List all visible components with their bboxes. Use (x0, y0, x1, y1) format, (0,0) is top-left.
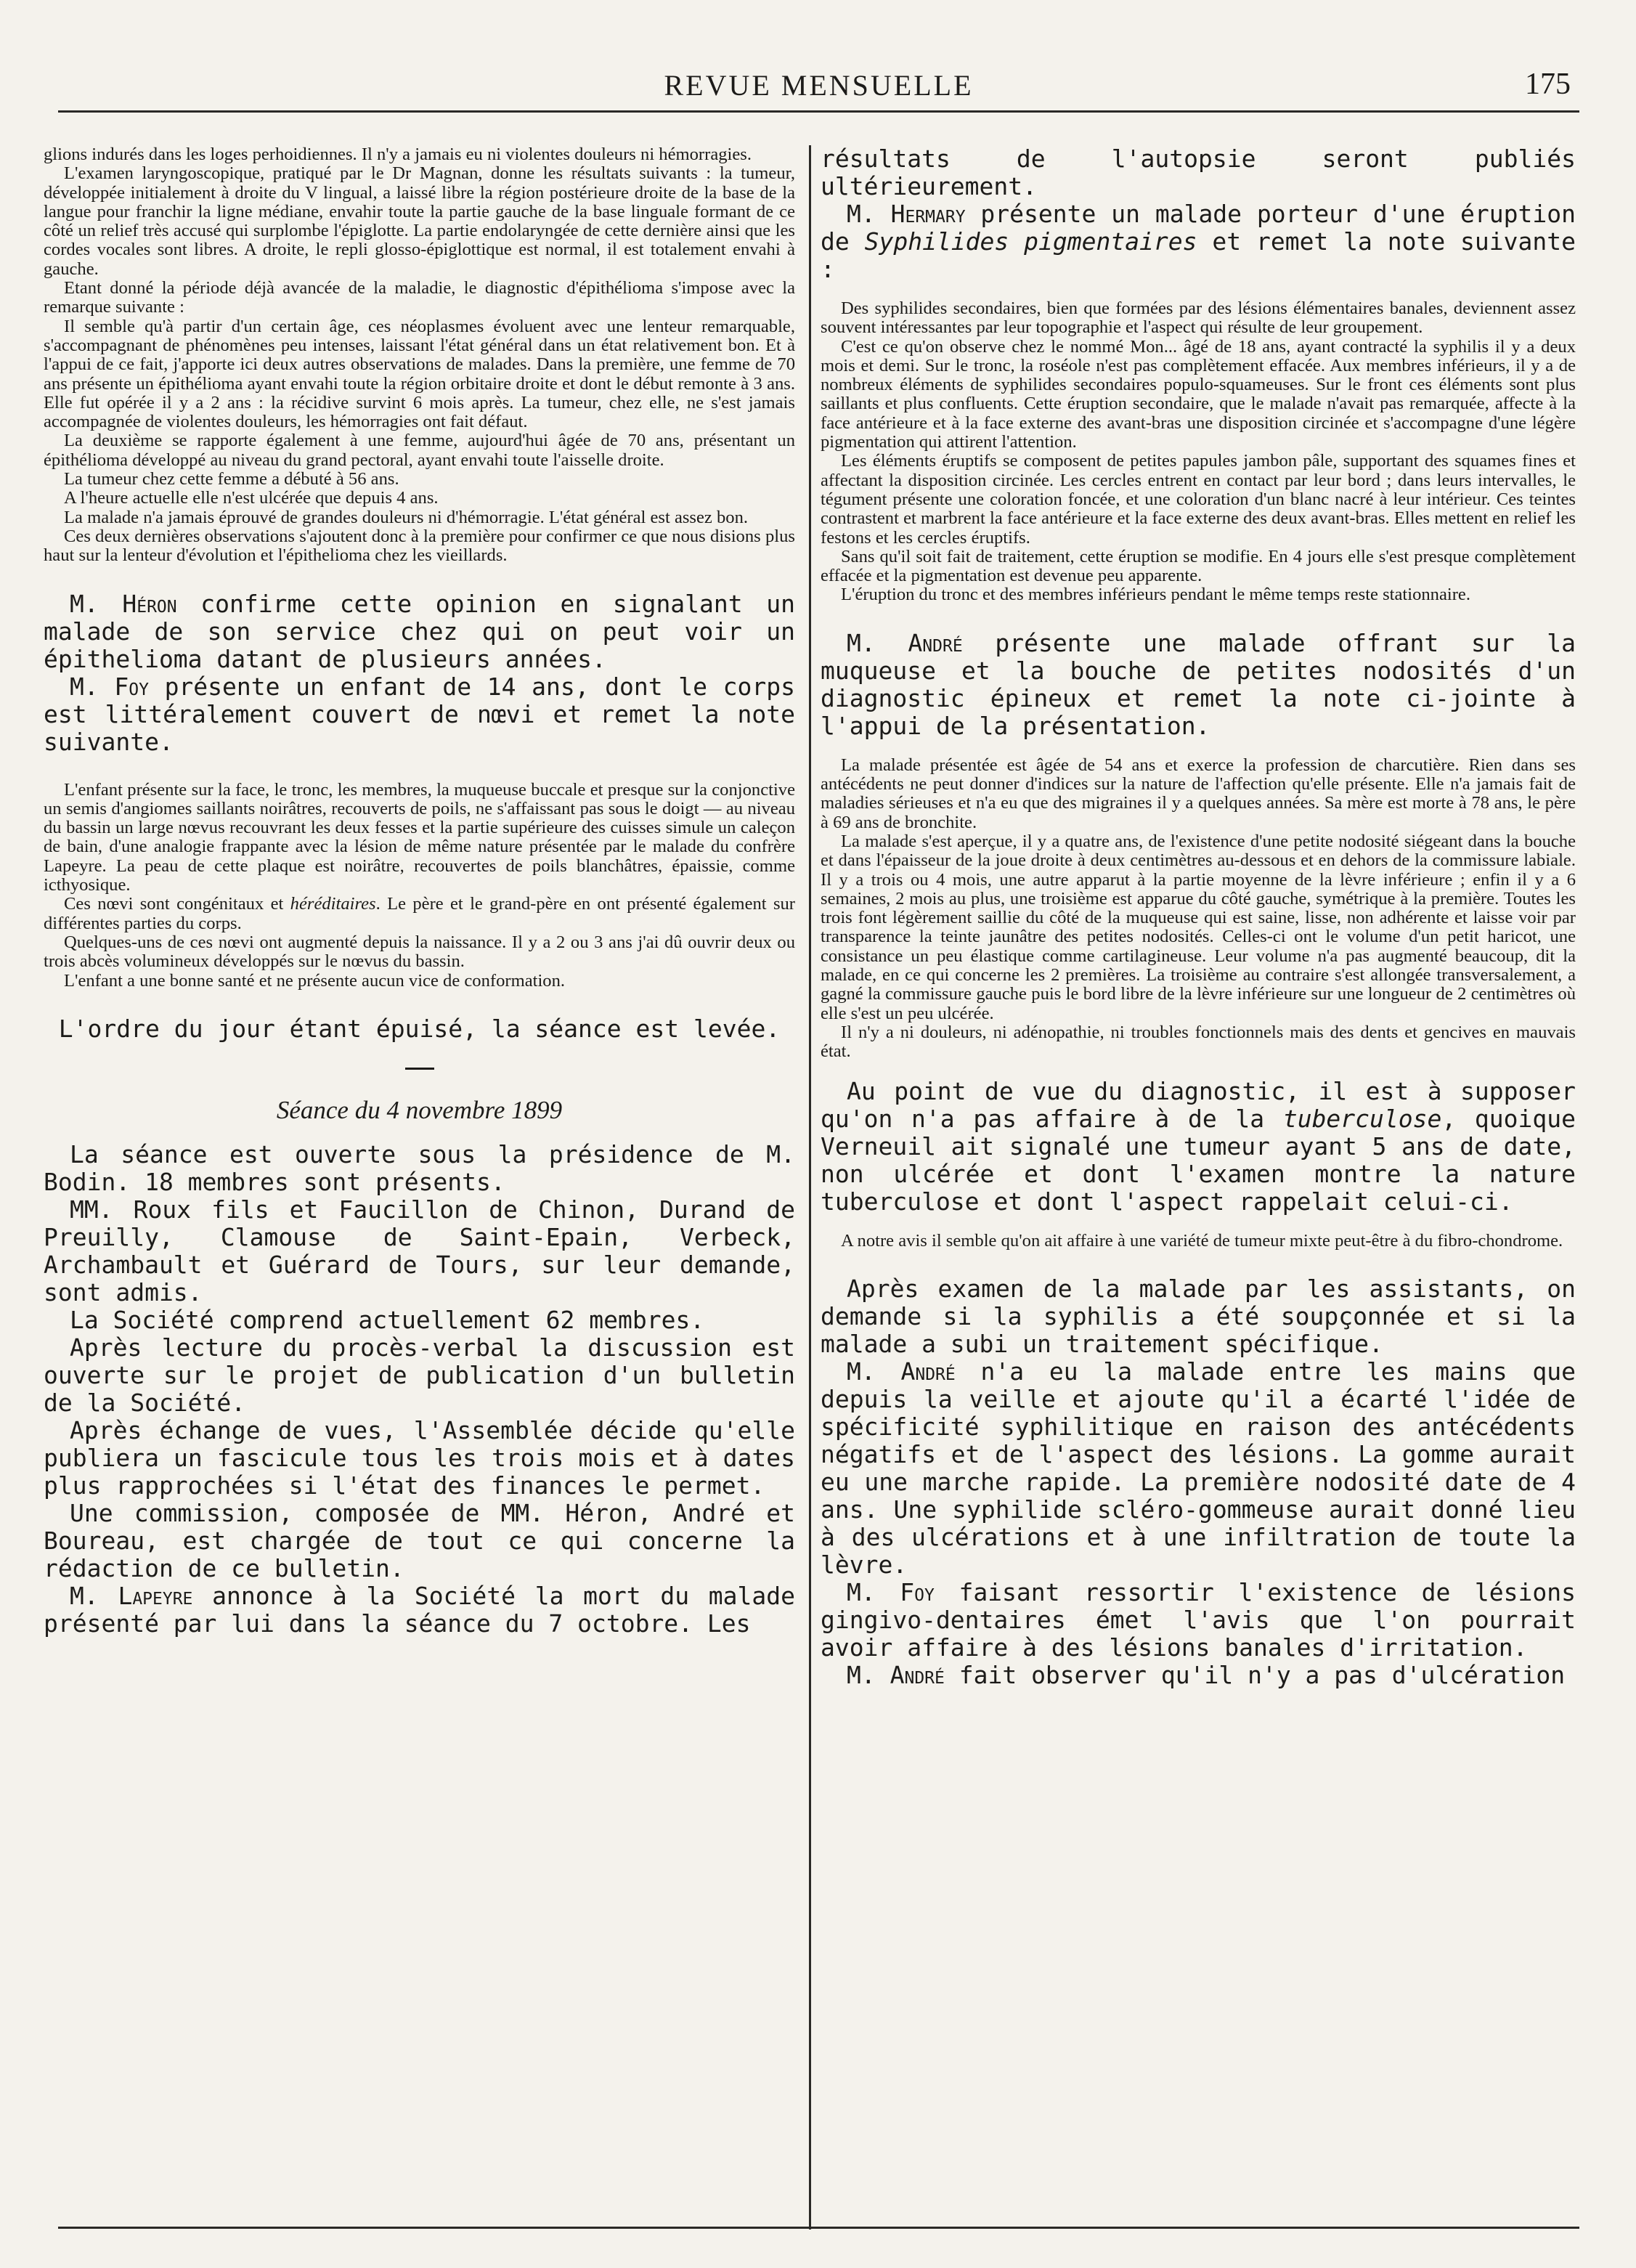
header-rule (58, 110, 1579, 113)
paragraph-emphasis: Syphilides pigmentaires (864, 227, 1197, 256)
paragraph-text: fait observer qu'il n'y a pas d'ulcération (944, 1660, 1566, 1689)
page-header (58, 64, 1579, 105)
paragraph-text: confirme cette opinion en signalant un malade de son service chez qui on peut voir un épithelioma datant de plusieurs années. (44, 589, 795, 673)
paragraph-text: présente une malade offrant sur la muqueuse et la bouche de petites nodosités d'un diagnostic épineux et remet la note ci-jointe à l'appui de la présentation. (821, 628, 1576, 740)
paragraph-text: Au point de vue du diagnostic, il est à supposer qu'on n'a pas affaire à de la (821, 1076, 1576, 1133)
note-text: Ces nœvi sont congénitaux et (64, 894, 290, 914)
paragraph-andre-2 (821, 1358, 1576, 1579)
paragraph: résultats de l'autopsie seront publiés ultérieurement. (821, 145, 1576, 200)
paragraph-lapeyre (44, 1582, 795, 1638)
paragraph: La tumeur chez cette femme a débuté à 56 ans. (64, 469, 399, 489)
paragraph: L'examen laryngoscopique, pratiqué par le Dr Magnan, donne les résultats suivants : la tumeur, développée initialement à droite du V lingual, a laissé libre la région postérieure droite de la base de la langue pour franchir la ligne médiane, envahir toute la partie gauche de la base linguale formant de ce côté un relief très accusé qui surplombe l'épiglotte. La partie endolaryngée de cette dernière ainsi que les cordes vocales sont libres. A droite, le repli glosso-épiglottique est normal, il est totalement envahi à gauche. (44, 163, 795, 279)
note-text: . Le père et le grand-père en ont présenté également sur différentes parties du corps. (44, 894, 795, 933)
note-paragraph: L'éruption du tronc et des membres inférieurs pendant le même temps reste stationnaire. (841, 585, 1470, 605)
paragraph-text: , quoique Verneuil ait signalé une tumeur ayant 5 ans de date, non ulcérée et dont l'examen montre la nature tuberculose et dont l'aspect rappelait celui-ci. (821, 1104, 1576, 1216)
speaker-name: M. André (847, 1357, 956, 1386)
paragraph: MM. Roux fils et Faucillon de Chinon, Durand de Preuilly, Clamouse de Saint-Epain, Verbeck, Archambault et Guérard de Tours, sur leur demande, sont admis. (44, 1195, 795, 1306)
paragraph: Ces deux dernières observations s'ajoutent donc à la première pour confirmer ce que nous disions plus haut sur la lenteur d'évolution et l'épithelioma chez les vieillards. (44, 526, 795, 566)
speaker-name: M. Lapeyre (70, 1581, 193, 1610)
session-heading: Séance du 4 novembre 1899 (276, 1095, 563, 1124)
paragraph-text: n'a eu la malade entre les mains que depuis la veille et ajoute qu'il a écarté l'idée de spécificité syphilitique en raison des antécédents négatifs et de l'aspect des lésions. La gomme aurait eu une marche rapide. La première nodosité date de 4 ans. Une syphilide scléro-gommeuse aurait donné lieu à des ulcérations et à une infiltration de toute la lèvre. (821, 1357, 1576, 1579)
speaker-name: M. André (847, 628, 963, 657)
right-column (821, 145, 1576, 2220)
paragraph-hermary (821, 200, 1576, 283)
speaker-name: M. Foy (847, 1577, 935, 1606)
footer-rule (58, 2227, 1579, 2229)
paragraph-text: présente un enfant de 14 ans, dont le corps est littéralement couvert de nœvi et remet la note suivante. (44, 672, 795, 756)
note-paragraph: La malade présentée est âgée de 54 ans et exerce la profession de charcutière. Rien dans ses antécédents ne peut donner d'indices sur la nature de l'affection qu'elle présente. Elle n'a jamais fait de maladies sérieuses et n'a eu que des migraines il y a quelques années. Sa mère est morte à 78 ans, le père à 69 ans de bronchite. (821, 755, 1576, 832)
left-column (44, 145, 795, 2220)
paragraph: Une commission, composée de MM. Héron, André et Boureau, est chargée de tout ce qui concerne la rédaction de ce bulletin. (44, 1498, 795, 1582)
note-paragraph: L'enfant présente sur la face, le tronc, les membres, la muqueuse buccale et presque sur la conjonctive un semis d'angiomes saillants noirâtres, recouverts de poils, ne s'affaissant pas sous le doigt — au niveau du bassin un large nœvus recouvrant les deux fesses et la partie supérieure des cuisses simule un caleçon de bain, d'une analogie frappante avec la lésion de même nature présentée par le malade du confrère Lapeyre. La peau de cette plaque est noirâtre, recouvertes de poils blanchâtres, épaissie, comme icthyosique. (44, 779, 795, 895)
note-paragraph: Il n'y a ni douleurs, ni adénopathie, ni troubles fonctionnels mais des dents et gencives en mauvais état. (821, 1022, 1576, 1062)
paragraph-foy-2 (821, 1579, 1576, 1662)
column-divider (809, 145, 811, 2230)
paragraph-foy (44, 673, 795, 756)
paragraph: Après lecture du procès-verbal la discussion est ouverte sur le projet de publication d'un bulletin de la Société. (44, 1333, 795, 1417)
speaker-name: M. André (847, 1660, 945, 1689)
paragraph-andre (821, 630, 1576, 740)
paragraph: Etant donné la période déjà avancée de la maladie, le diagnostic d'épithélioma s'impose avec la remarque suivante : (44, 278, 795, 317)
note-emphasis: héréditaires (290, 894, 376, 914)
note-paragraph: C'est ce qu'on observe chez le nommé Mon... âgé de 18 ans, ayant contracté la syphilis il y a deux mois et demi. Sur le tronc, la roséole n'est pas complètement effacée. Aux membres inférieurs, il y a de nombreux éléments de syphilides secondaires populo-squameuses. Sur le front ces éléments sont plus saillants et plus confluents. Cette éruption secondaire, que le malade n'avait pas remarquée, affecte à la face antérieure et à la face externe des avant-bras une disposition circinée et s'accompagne d'une légère pigmentation qui attirent l'attention. (821, 336, 1576, 452)
running-title: REVUE MENSUELLE (664, 69, 974, 102)
paragraph: Après examen de la malade par les assistants, on demande si la syphilis a été soupçonnée et si la malade a subi un traitement spécifique. (821, 1274, 1576, 1358)
note-paragraph: La malade s'est aperçue, il y a quatre ans, de l'existence d'une petite nodosité siégeant dans la bouche et dans l'épaisseur de la joue droite à deux centimètres au-dessous et en dehors de la commissure labiale. Il y a trois ou 4 mois, une autre apparut à la partie moyenne de la lèvre inférieure ; enfin il y a 6 semaines, 2 mois au plus, une troisième est apparue du côté gauche, symétrique à la première. Toutes les trois font légèrement saillie du côté de la muqueuse qui est saine, lisse, non adhérente et laisse voir par transparence la teinte jaunâtre des petites nodosités. Celles-ci ont le volume d'un petit haricot, une consistance un peu élastique comme cartilagineuse. Leur volume n'a pas augmenté beaucoup, dit la malade, en ce qui concerne les 2 premières. La troisième au contraire s'est allongée transversalement, a gagné la commissure gauche puis le bord libre de la lèvre inférieure sur une longueur de 2 centimètres où elle s'est un peu ulcérée. (821, 831, 1576, 1023)
paragraph-text: et remet la note suivante : (821, 227, 1576, 283)
paragraph-diagnostic (821, 1078, 1576, 1216)
paragraph-andre-3 (821, 1662, 1576, 1689)
paragraph: La deuxième se rapporte également à une femme, aujourd'hui âgée de 70 ans, présentant un épithélioma développé au niveau du grand pectoral, ayant envahi toute l'aisselle droite. (44, 431, 795, 470)
section-dash (405, 1068, 434, 1070)
note-paragraph: A notre avis il semble qu'on ait affaire à une variété de tumeur mixte peut-être à du fibro-chondrome. (841, 1230, 1563, 1251)
paragraph-text: présente un malade porteur d'une éruption de (821, 200, 1576, 256)
note-paragraph: L'enfant a une bonne santé et ne présente aucun vice de conformation. (64, 970, 566, 991)
paragraph: Après échange de vues, l'Assemblée décide qu'elle publiera un fascicule tous les trois mois et à dates plus rapprochées si l'état des finances le permet. (44, 1415, 795, 1500)
speaker-name: M. Héron (70, 589, 177, 618)
note-paragraph (44, 895, 795, 933)
paragraph-text: faisant ressortir l'existence de lésions gingivo-dentaires émet l'avis que l'on pourrait avoir affaire à des lésions banales d'irritation. (821, 1577, 1576, 1662)
note-paragraph: Quelques-uns de ces nœvi ont augmenté depuis la naissance. Il y a 2 ou 3 ans j'ai dû ouvrir deux ou trois abcès volumineux développés sur le nœvus du bassin. (44, 932, 795, 972)
paragraph-text: annonce à la Société la mort du malade présenté par lui dans la séance du 7 octobre. Les (44, 1581, 795, 1638)
closing-line: L'ordre du jour étant épuisé, la séance est levée. (58, 1014, 781, 1043)
note-paragraph: Les éléments éruptifs se composent de petites papules jambon pâle, supportant des squames fines et affectant la disposition circinée. Les cercles entrent en contact par leur bord ; dans leurs intervalles, le tégument présente une coloration foncée, et une coloration d'un blanc nacré à leur intérieur. Ces teintes contrastent et marbrent la face antérieure et la face externe des deux avant-bras. Elles mettent en relief les festons et les cercles éruptifs. (821, 451, 1576, 548)
paragraph: La Société comprend actuellement 62 membres. (70, 1305, 705, 1334)
speaker-name: M. Hermary (847, 200, 966, 228)
note-paragraph: Sans qu'il soit fait de traitement, cette éruption se modifie. En 4 jours elle s'est presque complètement effacée et la pigmentation est devenue peu apparente. (821, 546, 1576, 586)
speaker-name: M. Foy (70, 672, 149, 701)
page-number: 175 (1525, 68, 1571, 101)
paragraph: La malade n'a jamais éprouvé de grandes douleurs ni d'hémorragie. L'état général est assez bon. (64, 507, 749, 527)
paragraph: La séance est ouverte sous la présidence de M. Bodin. 18 membres sont présents. (44, 1139, 795, 1196)
paragraph: glions indurés dans les loges perhoidiennes. Il n'y a jamais eu ni violentes douleurs ni hémorragies. (44, 145, 752, 164)
note-paragraph: Des syphilides secondaires, bien que formées par des lésions élémentaires banales, deviennent assez souvent intéressantes par leur topographie et l'aspect qui résulte de leur groupement. (821, 298, 1576, 338)
paragraph-emphasis: tuberculose (1282, 1104, 1442, 1133)
paragraph-heron (44, 590, 795, 673)
paragraph: Il semble qu'à partir d'un certain âge, ces néoplasmes évoluent avec une lenteur remarquable, s'accompagnant de phénomènes peu intenses, laissant l'état général dans un état relativement bon. Et à l'appui de ce fait, j'apporte ici deux autres observations de malades. Dans la première, une femme de 70 ans présente un épithélioma ayant envahi toute la région orbitaire droite et dont le début remonte à 3 ans. Elle fut opérée il y a 2 ans : la récidive survint 6 mois après. La tumeur, chez elle, ne s'est jamais accompagnée de violentes douleurs, les hémorragies ont fait défaut. (44, 316, 795, 432)
paragraph: A l'heure actuelle elle n'est ulcérée que depuis 4 ans. (64, 488, 439, 508)
